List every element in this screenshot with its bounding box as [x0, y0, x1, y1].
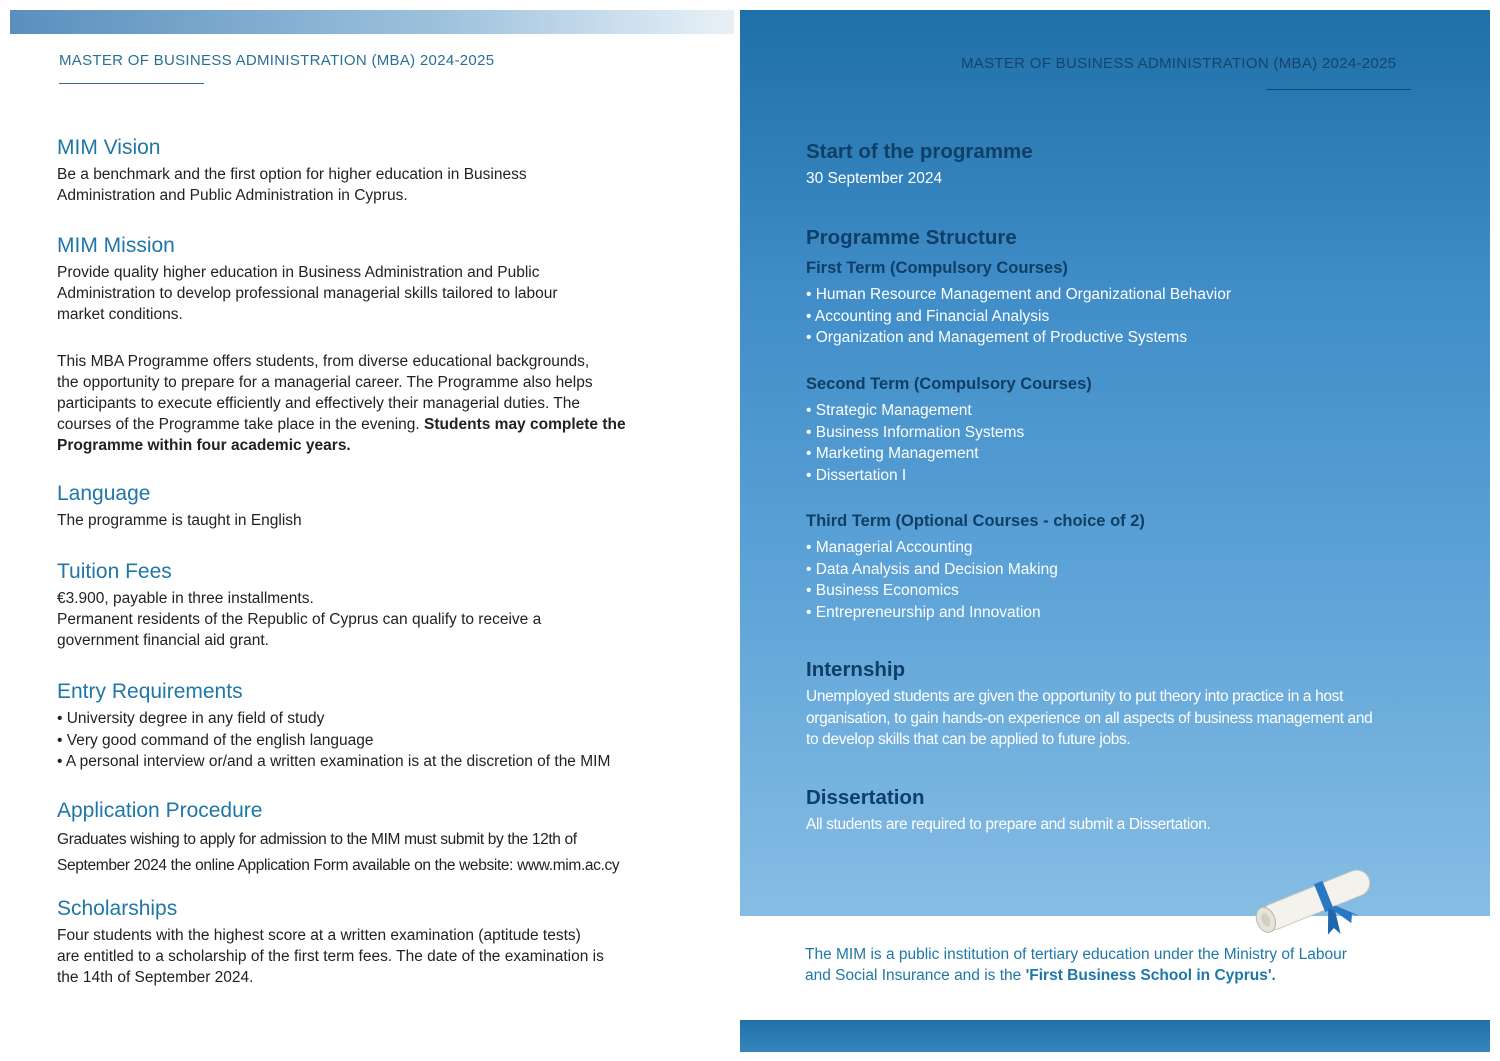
language-section	[57, 482, 677, 531]
application-section	[57, 799, 677, 879]
mission-heading: MIM Mission	[57, 234, 175, 257]
right-bottom-bar	[740, 1020, 1490, 1052]
start-heading: Start of the programme	[806, 140, 1033, 163]
mission-section	[57, 234, 677, 325]
first-term-title: First Term (Compulsory Courses)	[806, 259, 1068, 277]
third-term-title: Third Term (Optional Courses - choice of 2)	[806, 512, 1145, 530]
second-term-title: Second Term (Compulsory Courses)	[806, 375, 1092, 393]
dissertation-text: All students are required to prepare and submit a Dissertation.	[806, 816, 1211, 833]
vision-heading: MIM Vision	[57, 136, 161, 159]
footer-text: The MIM is a public institution of tertiary education under the Ministry of Labour and Social Insurance and is the 'First Business School in Cyprus'.	[805, 946, 1347, 984]
entry-heading: Entry Requirements	[57, 680, 243, 703]
list-item: • Human Resource Management and Organizational Behavior	[806, 286, 1232, 303]
list-item: • Managerial Accounting	[806, 539, 973, 556]
scholarships-heading: Scholarships	[57, 897, 178, 920]
list-item: • Business Information Systems	[806, 423, 1025, 441]
internship-text: Unemployed students are given the opportunity to put theory into practice in a host organisation, to gain hands-on experience on all aspects of business management and to develop skills that can be applied to future jobs.	[806, 688, 1373, 748]
fees-section	[57, 560, 677, 651]
second-term	[806, 375, 1446, 486]
internship-section	[806, 658, 1446, 751]
list-item: • University degree in any field of study	[57, 710, 325, 727]
left-header-rule	[59, 83, 204, 84]
start-section	[806, 140, 1446, 190]
first-term	[806, 259, 1446, 349]
scholarships-text: Four students with the highest score at a written examination (aptitude tests) are entitled to a scholarship of the first term fees. The date of the examination is the 14th of September 2024.	[57, 927, 604, 986]
application-text: Graduates wishing to apply for admission to the MIM must submit by the 12th of September 2024 the online Application Form available on the website: www.mim.ac.cy	[57, 831, 620, 874]
fees-text: €3.900, payable in three installments. Permanent residents of the Republic of Cyprus can qualify to receive a government financial aid grant.	[57, 590, 542, 649]
entry-section	[57, 680, 677, 773]
left-page-header: MASTER OF BUSINESS ADMINISTRATION (MBA) 2024-2025	[59, 52, 495, 69]
programme-text: This MBA Programme offers students, from diverse educational backgrounds, the opportunity to prepare for a managerial career. The Programme also helps participants to execute efficiently and effectively their managerial duties. The courses of the Programme take place in the evening. Students may complete the Programme within four academic years.	[57, 353, 626, 454]
structure-section	[806, 226, 1446, 254]
language-text: The programme is taught in English	[57, 512, 302, 529]
right-header-rule	[1266, 89, 1411, 90]
application-heading: Application Procedure	[57, 799, 263, 822]
internship-heading: Internship	[806, 658, 906, 681]
third-term	[806, 512, 1446, 623]
vision-section	[57, 136, 677, 206]
dissertation-section	[806, 786, 1446, 836]
list-item: • A personal interview or/and a written examination is at the discretion of the MIM	[57, 753, 611, 770]
list-item: • Strategic Management	[806, 402, 972, 419]
vision-text: Be a benchmark and the first option for higher education in Business Administration and Public Administration in Cyprus.	[57, 166, 527, 204]
list-item: • Dissertation I	[806, 466, 907, 484]
list-item: • Accounting and Financial Analysis	[806, 307, 1050, 325]
fees-heading: Tuition Fees	[57, 560, 172, 583]
list-item: • Data Analysis and Decision Making	[806, 560, 1058, 578]
scholarships-section	[57, 897, 677, 988]
list-item: • Entrepreneurship and Innovation	[806, 603, 1041, 621]
list-item: • Organization and Management of Productive Systems	[806, 329, 1188, 346]
list-item: • Marketing Management	[806, 445, 979, 462]
programme-description	[57, 351, 677, 456]
right-page-header: MASTER OF BUSINESS ADMINISTRATION (MBA) 2024-2025	[961, 55, 1397, 72]
list-item: • Business Economics	[806, 582, 959, 599]
dissertation-heading: Dissertation	[806, 786, 925, 809]
diploma-scroll-icon	[1240, 855, 1390, 945]
language-heading: Language	[57, 482, 151, 505]
start-date: 30 September 2024	[806, 170, 943, 187]
list-item: • Very good command of the english language	[57, 731, 374, 749]
left-top-bar	[10, 10, 734, 34]
mission-text: Provide quality higher education in Business Administration and Public Administration to develop professional managerial skills tailored to labour market conditions.	[57, 264, 558, 323]
structure-heading: Programme Structure	[806, 226, 1017, 249]
